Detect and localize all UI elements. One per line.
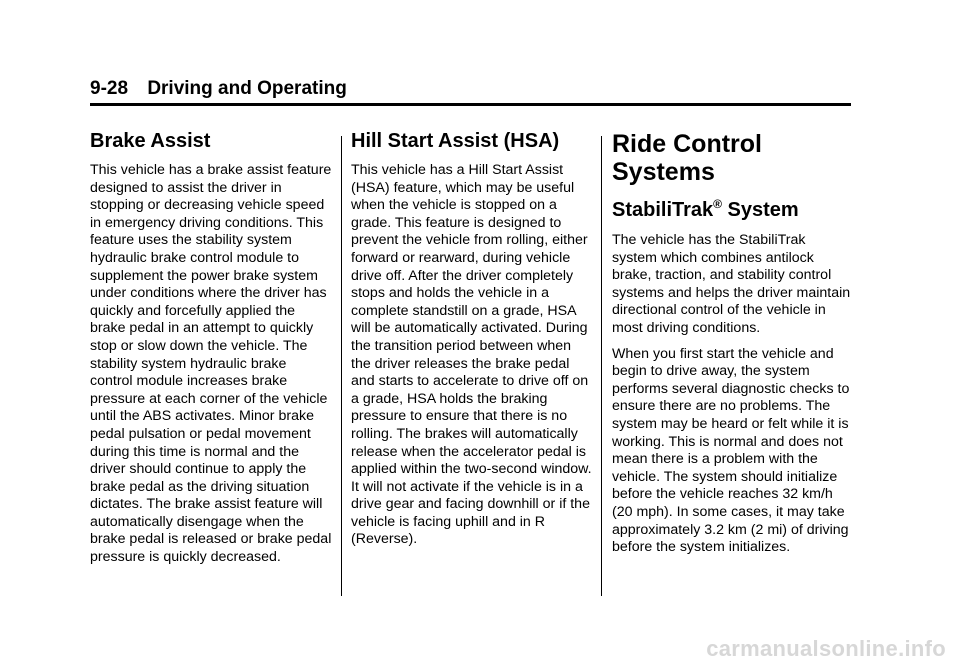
hsa-paragraph: This vehicle has a Hill Start Assist (HSA) feature, which may be useful when the vehicle is stopped on a grade. This feature is designed to prevent the vehicle from rolling, either forward or rearward, during vehicle drive off. After the driver completely stops and holds the vehicle in a complete standstill on a grade, HSA will be automatically activated. During the transition period between when the driver releases the brake pedal and starts to accelerate to drive off on a grade, HSA holds the braking pressure to ensure that there is no rolling. The brakes will automatically release when the accelerator pedal is applied within the two-second window. It will not activate if the vehicle is in a drive gear and facing downhill or if the vehicle is facing uphill and in R (Reverse). (351, 162, 592, 548)
hsa-heading: Hill Start Assist (HSA) (351, 130, 560, 152)
brake-assist-heading: Brake Assist (90, 130, 211, 152)
stabilitrak-paragraph-2: When you first start the vehicle and begin to drive away, the system performs several diagnostic checks to ensure there are no problems. The system may be heard or felt while it is working. This is normal and does not mean there is a problem with the vehicle. The system should initialize before the vehicle reaches 32 km/h (20 mph). In some cases, it may take approximately 3.2 km (2 mi) of driving before the system initializes. (612, 345, 850, 556)
column-divider (341, 136, 342, 596)
section-title: Driving and Operating (147, 78, 347, 99)
column-divider (601, 136, 602, 596)
brake-assist-paragraph: This vehicle has a brake assist feature designed to assist the driver in stopping or decreasing vehicle speed in emergency driving conditions. This feature uses the stability system hydraulic brake control module to supplement the power brake system under conditions where the driver has quickly and forcefully applied the brake pedal in an attempt to quickly stop or slow down the vehicle. The stability system hydraulic brake control module increases brake pressure at each corner of the vehicle until the ABS activates. Minor brake pedal pulsation or pedal movement during this time is normal and the driver should continue to apply the brake pedal as the driving situation dictates. The brake assist feature will automatically disengage when the brake pedal is released or brake pedal pressure is quickly decreased. (90, 162, 332, 566)
page-number: 9-28 (90, 78, 129, 99)
header-rule (90, 103, 851, 106)
stabilitrak-heading (612, 199, 852, 222)
watermark: carmanualsonline.info (706, 636, 946, 661)
registered-mark: ® (713, 197, 722, 211)
column-hill-start-assist (351, 130, 593, 557)
stabilitrak-paragraph-1: The vehicle has the StabiliTrak system which combines antilock brake, traction, and stability control systems and helps the driver maintain directional control of the vehicle in most driving conditions. (612, 232, 851, 336)
page-header (90, 78, 347, 100)
stabilitrak-name: StabiliTrak (612, 199, 714, 221)
ride-control-heading: Ride Control Systems (612, 130, 762, 186)
stabilitrak-suffix: System (722, 199, 799, 221)
column-ride-control (612, 130, 852, 565)
column-brake-assist (90, 130, 332, 575)
